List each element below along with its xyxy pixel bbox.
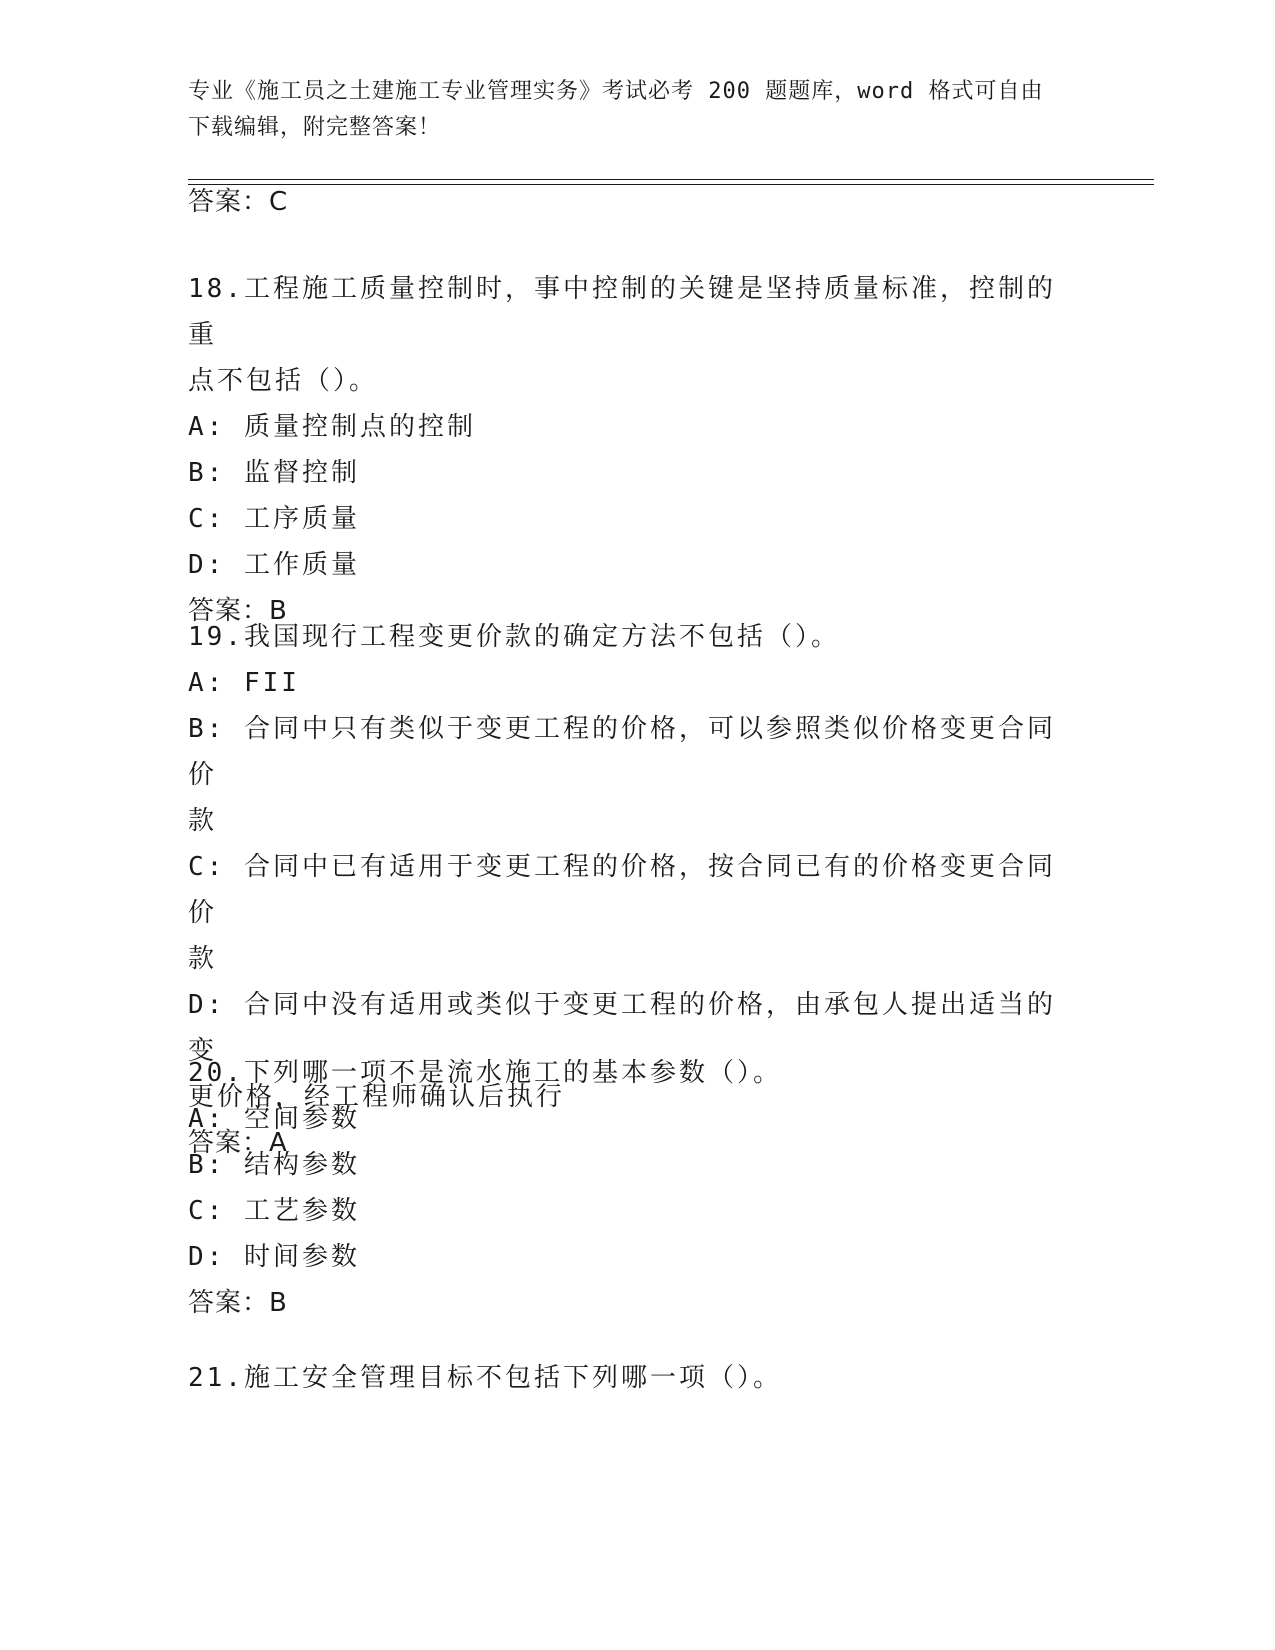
question-19-option-d-line-1: D: 合同中没有适用或类似于变更工程的价格，由承包人提出适当的变	[188, 990, 1056, 1066]
question-18-option-d: D: 工作质量	[188, 550, 360, 580]
question-18-option-b: B: 监督控制	[188, 458, 360, 488]
question-20-stem: 20.下列哪一项不是流水施工的基本参数（）。	[188, 1058, 782, 1088]
question-20-option-b: B: 结构参数	[188, 1150, 360, 1180]
question-21	[188, 1355, 1068, 1401]
question-19-option-b-line-1: B: 合同中只有类似于变更工程的价格，可以参照类似价格变更合同价	[188, 714, 1056, 790]
question-20	[188, 1050, 1068, 1326]
header-line-2: 下载编辑，附完整答案！	[188, 115, 442, 140]
question-19-option-c-line-1: C: 合同中已有适用于变更工程的价格，按合同已有的价格变更合同价	[188, 852, 1056, 928]
question-18-option-c: C: 工序质量	[188, 504, 360, 534]
question-18-answer: 答案：B	[188, 596, 288, 626]
question-20-option-a: A: 空间参数	[188, 1104, 360, 1134]
header-line-1: 专业《施工员之土建施工专业管理实务》考试必考 200 题题库，word 格式可自由	[188, 79, 1044, 104]
question-18	[188, 266, 1068, 634]
question-21-stem: 21.施工安全管理目标不包括下列哪一项（）。	[188, 1363, 782, 1393]
question-19-option-c-line-2: 款	[188, 944, 218, 974]
question-18-stem-line-2: 点不包括（）。	[188, 366, 379, 396]
question-17-answer-block	[188, 179, 1068, 225]
question-19-option-d-line-2: 更价格，经工程师确认后执行	[188, 1082, 566, 1112]
question-19-option-a: A: FII	[188, 668, 300, 698]
question-20-option-c: C: 工艺参数	[188, 1196, 360, 1226]
question-18-stem-line-1: 18.工程施工质量控制时，事中控制的关键是坚持质量标准，控制的重	[188, 274, 1056, 350]
question-19-answer: 答案：A	[188, 1128, 288, 1158]
question-20-option-d: D: 时间参数	[188, 1242, 360, 1272]
document-header	[188, 74, 1068, 146]
question-17-answer: 答案：C	[188, 187, 289, 217]
question-20-answer: 答案：B	[188, 1288, 288, 1318]
question-19-option-b-line-2: 款	[188, 806, 218, 836]
question-18-option-a: A: 质量控制点的控制	[188, 412, 476, 442]
question-19-stem: 19.我国现行工程变更价款的确定方法不包括（）。	[188, 622, 840, 652]
